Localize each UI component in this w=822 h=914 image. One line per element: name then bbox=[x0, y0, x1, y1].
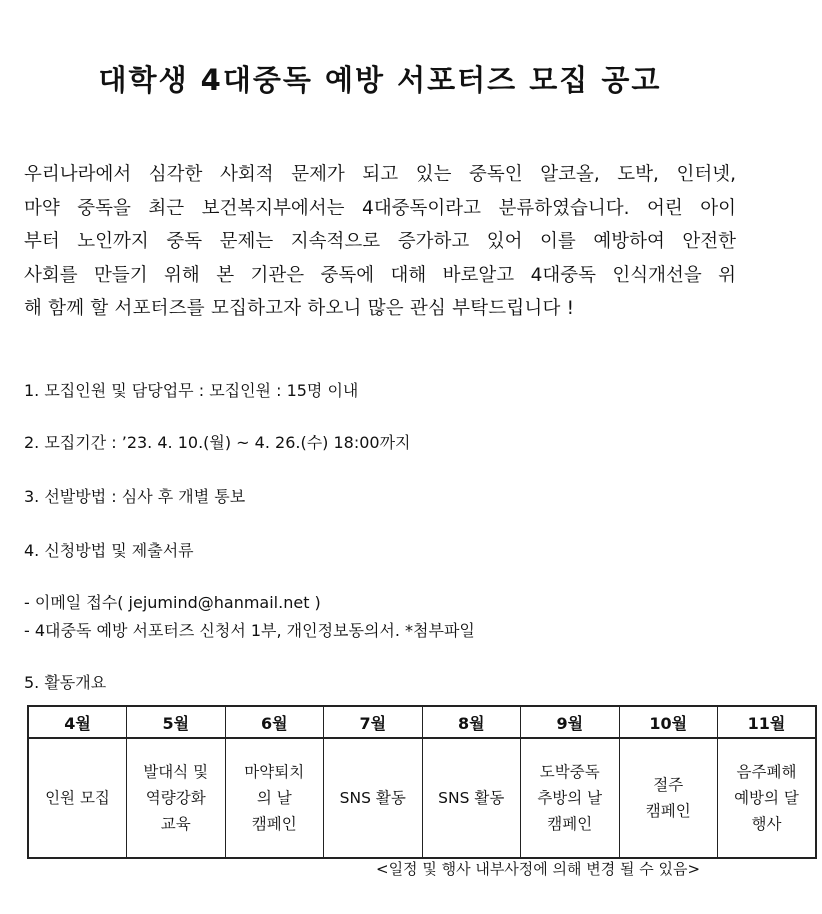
month-header: 10월 bbox=[619, 706, 718, 738]
activity-cell bbox=[619, 738, 718, 858]
apply-docs: - 4대중독 예방 서포터즈 신청서 1부, 개인정보동의서. *첨부파일 bbox=[24, 621, 475, 640]
activity-line: SNS 활동 bbox=[339, 789, 406, 807]
activity-line: 교육 bbox=[160, 815, 191, 833]
activity-cell bbox=[422, 738, 521, 858]
month-header: 8월 bbox=[422, 706, 521, 738]
notice-title: 대학생 4대중독 예방 서포터즈 모집 공고 bbox=[98, 63, 662, 97]
month-header: 4월 bbox=[28, 706, 127, 738]
intro-line: 우리나라에서 심각한 사회적 문제가 되고 있는 중독인 알코올, 도박, 인터넷, bbox=[24, 164, 736, 185]
recruit-period: 2. 모집기간 : ’23. 4. 10.(월) ~ 4. 26.(수) 18:00까지 bbox=[24, 433, 411, 452]
activity-line: 캠페인 bbox=[547, 815, 593, 833]
month-header: 11월 bbox=[718, 706, 817, 738]
month-header: 7월 bbox=[324, 706, 423, 738]
selection-method: 3. 선발방법 : 심사 후 개별 통보 bbox=[24, 487, 246, 506]
activity-line: 발대식 및 bbox=[143, 763, 209, 781]
month-header: 6월 bbox=[225, 706, 324, 738]
schedule-table bbox=[27, 705, 817, 859]
activity-line: SNS 활동 bbox=[438, 789, 505, 807]
activity-row bbox=[28, 738, 816, 858]
intro-line: 사회를 만들기 위해 본 기관은 중독에 대해 바로알고 4대중독 인식개선을 위 bbox=[24, 264, 736, 286]
intro-line: 마약 중독을 최근 보건복지부에서는 4대중독이라고 분류하였습니다. 어린 아이 bbox=[24, 197, 736, 219]
activity-heading: 5. 활동개요 bbox=[24, 673, 107, 692]
activity-line: 의 날 bbox=[256, 789, 292, 807]
activity-cell bbox=[718, 738, 817, 858]
activity-line: 도박중독 bbox=[539, 763, 600, 781]
intro-line: 해 함께 할 서포터즈를 모집하고자 하오니 많은 관심 부탁드립니다 ! bbox=[24, 298, 575, 319]
intro-line: 부터 노인까지 중독 문제는 지속적으로 증가하고 있어 이를 예방하여 안전한 bbox=[24, 231, 736, 252]
schedule-note: <일정 및 행사 내부사정에 의해 변경 될 수 있음> bbox=[376, 860, 701, 878]
activity-cell bbox=[28, 738, 127, 858]
activity-line: 절주 bbox=[653, 776, 684, 794]
activity-cell bbox=[225, 738, 324, 858]
month-header: 9월 bbox=[521, 706, 620, 738]
activity-line: 역량강화 bbox=[145, 789, 206, 807]
activity-line: 추방의 날 bbox=[537, 789, 603, 807]
apply-email: - 이메일 접수( jejumind@hanmail.net ) bbox=[24, 593, 321, 612]
activity-line: 캠페인 bbox=[645, 802, 691, 820]
intro-paragraph bbox=[24, 160, 736, 328]
activity-cell bbox=[324, 738, 423, 858]
activity-line: 예방의 달 bbox=[734, 789, 799, 807]
activity-line: 마약퇴치 bbox=[244, 763, 305, 781]
activity-line: 음주폐해 bbox=[736, 763, 797, 781]
activity-line: 인원 모집 bbox=[45, 789, 110, 807]
apply-heading: 4. 신청방법 및 제출서류 bbox=[24, 541, 194, 560]
recruit-count: 1. 모집인원 및 담당업무 : 모집인원 : 15명 이내 bbox=[24, 381, 359, 400]
month-header: 5월 bbox=[127, 706, 226, 738]
activity-cell bbox=[127, 738, 226, 858]
activity-line: 행사 bbox=[751, 815, 782, 833]
month-header-row bbox=[28, 706, 816, 738]
activity-cell bbox=[521, 738, 620, 858]
activity-line: 캠페인 bbox=[251, 815, 297, 833]
